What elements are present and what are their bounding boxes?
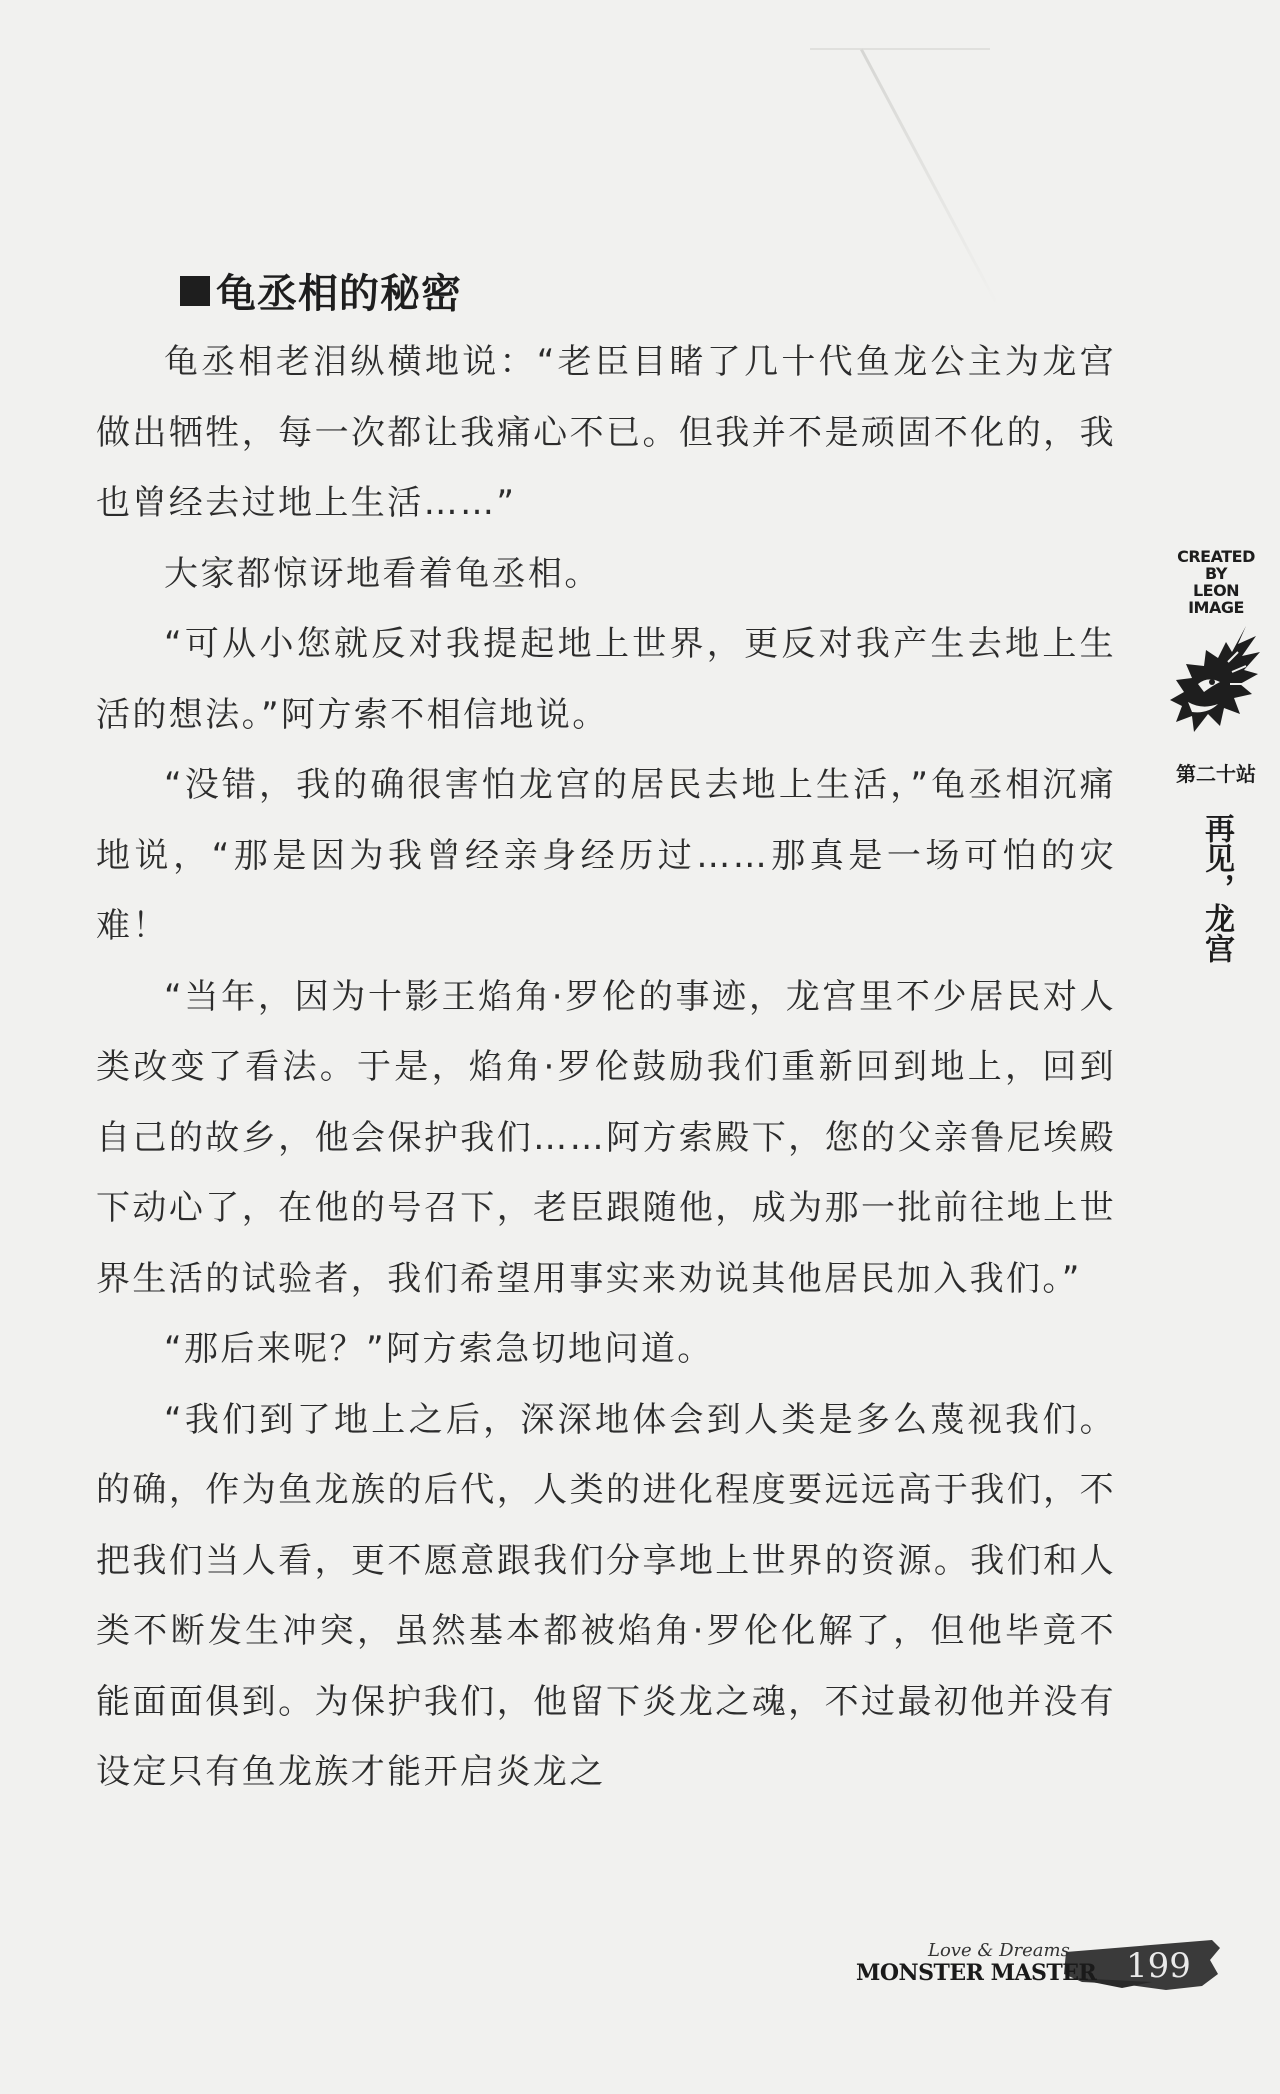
- paper-crease: [860, 49, 999, 306]
- chapter-subtitle: 再见，龙宫: [1199, 813, 1234, 963]
- chapter-label: 第二十站: [1176, 762, 1256, 786]
- paragraph: “那后来呢？”阿方索急切地问道。: [164, 1329, 714, 1369]
- dragon-emblem-icon: [1168, 622, 1264, 742]
- credit-line: BY: [1205, 564, 1227, 583]
- paragraph: “我们到了地上之后，深深地体会到人类是多么蔑视我们。的确，作为鱼龙族的后代，人类的进化程度要远远高于我们，不把我们当人看，更不愿意跟我们分享地上世界的资源。我们和人类不断发生冲突，虽然基本都被焰角·罗伦化解了，但他毕竟不能面面俱到。为保护我们，他留下炎龙之魂，不过最初他并没有设定只有鱼龙族才能开启炎龙之: [96, 1399, 1116, 1792]
- footer-brand: MONSTER MASTER: [856, 1960, 1097, 1986]
- page-number: 199: [1126, 1946, 1191, 1986]
- paragraph: 大家都惊讶地看着龟丞相。: [164, 553, 601, 594]
- footer-tagline: Love & Dreams: [928, 1940, 1070, 1961]
- section-title: [180, 262, 462, 319]
- paragraph: 龟丞相老泪纵横地说：“老臣目睹了几十代鱼龙公主为龙宫做出牺牲，每一次都让我痛心不已。但我并不是顽固不化的，我也曾经去过地上生活……”: [96, 342, 1116, 523]
- chapter-side-tab: [1168, 548, 1264, 983]
- body-text: [96, 327, 1116, 1808]
- paper-scratch: [810, 48, 990, 50]
- page-footer: [856, 1938, 1226, 2008]
- credit-line: IMAGE: [1188, 598, 1244, 617]
- paragraph: “可从小您就反对我提起地上世界，更反对我产生去地上生活的想法。”阿方索不相信地说。: [96, 624, 1116, 735]
- bullet-square-icon: [180, 276, 210, 306]
- paragraph: “没错，我的确很害怕龙宫的居民去地上生活，”龟丞相沉痛地说，“那是因为我曾经亲身经历过……那真是一场可怕的灾难！: [96, 765, 1116, 946]
- credit-line: CREATED: [1177, 547, 1255, 566]
- section-title-text: 龟丞相的秘密: [216, 271, 462, 317]
- paragraph: “当年，因为十影王焰角·罗伦的事迹，龙宫里不少居民对人类改变了看法。于是，焰角·罗伦鼓励我们重新回到地上，回到自己的故乡，他会保护我们……阿方索殿下，您的父亲鲁尼埃殿下动心了，在他的号召下，老臣跟随他，成为那一批前往地上世界生活的试验者，我们希望用事实来劝说其他居民加入我们。”: [96, 976, 1116, 1299]
- credit-line: LEON: [1192, 581, 1240, 600]
- created-by-credit: [1168, 548, 1264, 616]
